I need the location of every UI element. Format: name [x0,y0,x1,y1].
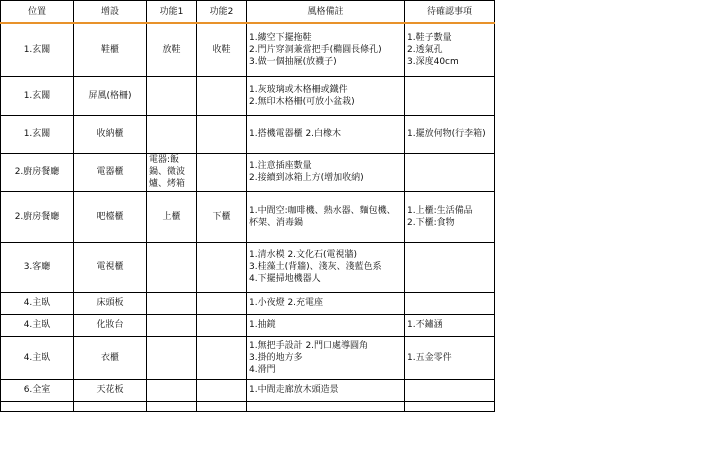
item-cell-text: 衣櫃 [100,352,119,363]
item-cell[interactable] [74,401,147,411]
location-cell-text: 1.玄關 [23,44,51,55]
location-cell-text: 1.玄關 [23,129,51,139]
location-cell-text: 4.主臥 [23,352,51,363]
item-cell[interactable] [74,314,147,336]
func2-cell-text: 下櫃 [212,211,231,222]
style-note-line: 4.滑門 [249,364,276,375]
style-note-line: 1.灰玻璃或木格柵或鐵件 [249,84,348,95]
table-row [1,292,495,314]
location-cell[interactable] [1,292,74,314]
func1-cell[interactable] [147,336,197,379]
table-row [1,242,495,292]
table-row [1,314,495,336]
todo-cell[interactable] [405,191,495,242]
style-note-line: 2.接續到冰箱上方(增加收納) [249,173,364,183]
func2-cell[interactable] [197,153,247,191]
func1-cell[interactable] [147,115,197,153]
style-note-line: 1.中間走廊放木頭造景 [249,385,339,395]
location-cell[interactable] [1,401,74,411]
style-note-line: 1.抽鏡 [249,320,276,330]
style-notes-cell[interactable] [247,23,405,76]
todo-cell[interactable] [405,292,495,314]
func1-cell-text: 電器:飯鍋、微波爐、烤箱 [149,155,186,189]
item-cell[interactable] [74,292,147,314]
header-style-notes[interactable]: 風格備註 [247,1,405,24]
item-cell[interactable] [74,242,147,292]
style-notes-cell[interactable] [247,153,405,191]
location-cell-text: 2.廚房餐廳 [14,167,60,177]
style-notes-cell[interactable] [247,292,405,314]
todo-cell[interactable] [405,314,495,336]
todo-line: 1.不鏽涵 [407,320,443,330]
func1-cell[interactable] [147,23,197,76]
table-row [1,115,495,153]
style-note-line: 1.無把手設計 2.門口處導圓角 [249,340,369,351]
table-row [1,23,495,76]
header-func2[interactable]: 功能2 [197,1,247,24]
todo-cell[interactable] [405,336,495,379]
todo-line: 2.下櫃:食物 [407,217,455,228]
item-cell[interactable] [74,336,147,379]
style-note-line: 3.做一個抽屜(放襪子) [249,56,337,67]
func1-cell[interactable] [147,191,197,242]
location-cell-text: 3.客廳 [23,262,51,272]
style-note-line: 1.中間空:咖啡機、熱水器、麵包機、杯架、消毒鍋 [249,205,396,228]
style-notes-cell[interactable] [247,115,405,153]
style-notes-cell[interactable] [247,191,405,242]
func2-cell[interactable] [197,292,247,314]
header-func1[interactable]: 功能1 [147,1,197,24]
style-notes-cell[interactable] [247,314,405,336]
item-cell-text: 床頭板 [96,298,124,308]
table-row [1,336,495,379]
style-note-line: 1.注意插座數量 [249,161,312,171]
header-todo[interactable]: 待確認事項 [405,1,495,24]
func1-cell[interactable] [147,401,197,411]
location-cell-text: 4.主臥 [23,320,51,330]
style-notes-cell[interactable] [247,401,405,411]
location-cell[interactable] [1,336,74,379]
todo-cell[interactable] [405,401,495,411]
item-cell[interactable] [74,23,147,76]
style-note-line: 1.小夜燈 2.充電座 [249,298,324,308]
style-note-line: 4.下擺掃地機器人 [249,274,321,284]
table-row [1,153,495,191]
todo-line: 2.透氣孔 [407,44,443,55]
item-cell[interactable] [74,191,147,242]
header-location[interactable]: 位置 [1,1,74,24]
table-row [1,76,495,115]
item-cell-text: 電視櫃 [96,262,124,272]
todo-cell[interactable] [405,76,495,115]
style-note-line: 2.門片穿洞兼當把手(橢圓長條孔) [249,44,382,55]
todo-line: 3.深度40cm [407,56,459,67]
style-note-line: 1.清水模 2.文化石(電視牆) [249,250,358,260]
style-note-line: 1.縷空下擺拖鞋 [249,32,312,43]
todo-line: 1.擺放何物(行李箱) [407,129,486,139]
todo-line: 1.五金零件 [407,352,452,363]
func2-cell[interactable] [197,401,247,411]
table-row [1,379,495,401]
style-notes-cell[interactable] [247,379,405,401]
item-cell-text: 天花板 [96,385,124,395]
item-cell[interactable] [74,379,147,401]
func1-cell[interactable] [147,292,197,314]
item-cell-text: 收納櫃 [96,129,124,139]
style-note-line: 3.桂藻土(背牆)、淺灰、淺藍色系 [249,262,382,272]
location-cell-text: 1.玄關 [23,90,51,101]
todo-cell[interactable] [405,379,495,401]
func1-cell-text: 上櫃 [162,211,181,222]
todo-line: 1.鞋子數量 [407,32,452,43]
table-row [1,191,495,242]
todo-cell[interactable] [405,115,495,153]
location-cell[interactable] [1,379,74,401]
table-row [1,401,495,411]
style-note-line: 2.無印木格柵(可放小盆栽) [249,96,355,107]
style-notes-cell[interactable] [247,242,405,292]
func1-cell[interactable] [147,76,197,115]
location-cell-text: 4.主臥 [23,298,51,308]
location-cell[interactable] [1,153,74,191]
todo-line: 1.上櫃:生活備品 [407,205,473,216]
func2-cell[interactable] [197,242,247,292]
header-item[interactable]: 增設 [74,1,147,24]
func2-cell[interactable] [197,336,247,379]
func1-cell[interactable] [147,379,197,401]
func1-cell[interactable] [147,153,197,191]
location-cell[interactable] [1,191,74,242]
location-cell-text: 6.全室 [23,385,51,395]
style-note-line: 3.掛的地方多 [249,352,303,363]
location-cell-text: 2.廚房餐廳 [14,211,60,222]
func1-cell[interactable] [147,314,197,336]
func2-cell[interactable] [197,115,247,153]
func2-cell[interactable] [197,191,247,242]
func1-cell-text: 放鞋 [162,44,181,55]
style-note-line: 1.搭機電器櫃 2.白橡木 [249,129,342,139]
func2-cell[interactable] [197,314,247,336]
func2-cell[interactable] [197,76,247,115]
location-cell[interactable] [1,115,74,153]
header-row [1,1,495,24]
item-cell[interactable] [74,153,147,191]
style-notes-cell[interactable] [247,336,405,379]
location-cell[interactable] [1,314,74,336]
style-notes-cell[interactable] [247,76,405,115]
func2-cell[interactable] [197,23,247,76]
item-cell[interactable] [74,115,147,153]
item-cell-text: 吧檯櫃 [96,211,124,222]
location-cell[interactable] [1,76,74,115]
item-cell-text: 化妝台 [96,320,124,330]
func1-cell[interactable] [147,242,197,292]
location-cell[interactable] [1,242,74,292]
todo-cell[interactable] [405,23,495,76]
todo-cell[interactable] [405,153,495,191]
todo-cell[interactable] [405,242,495,292]
func2-cell[interactable] [197,379,247,401]
func2-cell-text: 收鞋 [212,44,231,55]
item-cell-text: 電器櫃 [96,167,124,177]
item-cell-text: 屏風(格柵) [88,90,132,101]
location-cell[interactable] [1,23,74,76]
item-cell[interactable] [74,76,147,115]
item-cell-text: 鞋櫃 [100,44,119,55]
